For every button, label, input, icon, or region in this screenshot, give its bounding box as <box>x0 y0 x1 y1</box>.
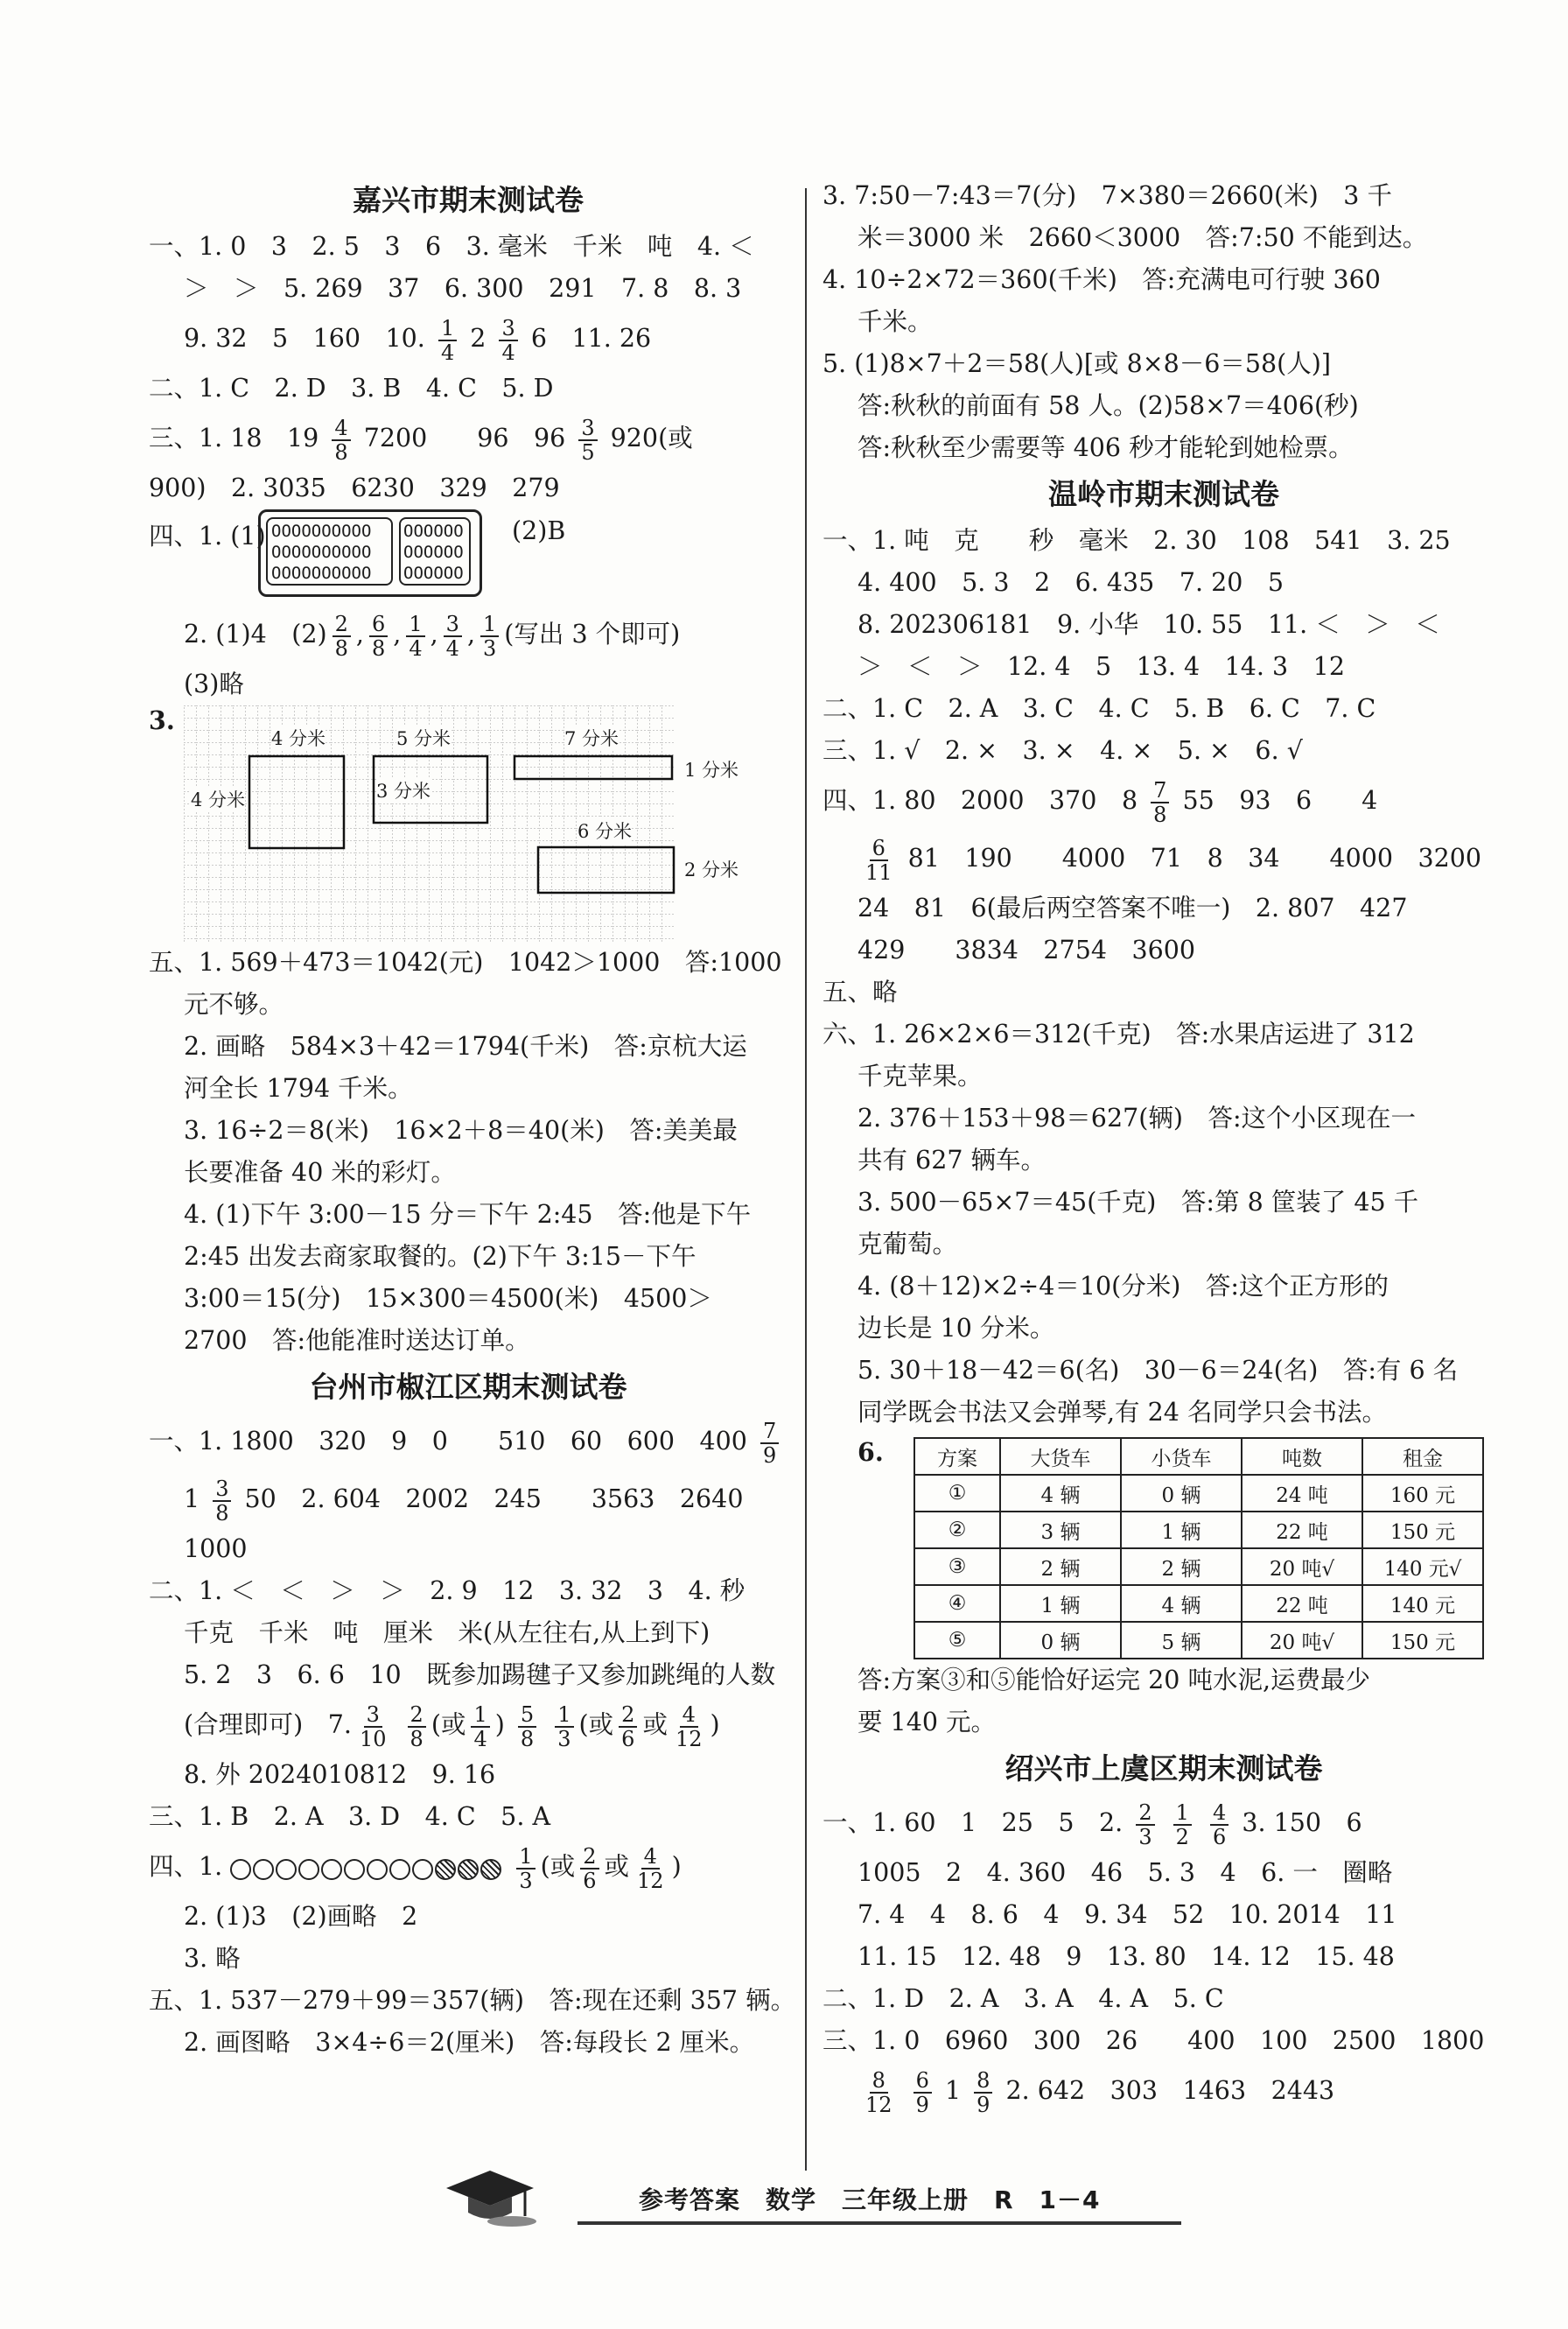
table-cell: ③ <box>914 1548 1000 1585</box>
tz-line: 2. 画图略 3×4÷6＝2(厘米) 答:每段长 2 厘米。 <box>184 2028 755 2057</box>
sx-line: $\frac{8}{12}$ $\frac{6}{9}$ 1 $\frac{8}{9}$ 2. 642 303 1463 2443 <box>865 2067 1335 2117</box>
table-cell: 22 吨 <box>1242 1585 1362 1622</box>
table-row <box>914 1622 1483 1659</box>
jx-line: 3:00＝15(分) 15×300＝4500(米) 4500＞ <box>184 1284 712 1313</box>
jx-line: 900) 2. 3035 6230 329 279 <box>149 474 560 502</box>
shaded-circle <box>458 1859 479 1880</box>
table-header: 方案 <box>914 1438 1000 1475</box>
jx-line: 一、1. 0 3 2. 5 3 6 3. 毫米 千米 吨 4. ＜ <box>149 232 754 261</box>
sx-line: 三、1. 0 6960 300 26 400 100 2500 1800 <box>822 2026 1485 2055</box>
wl-line: 边长是 10 分米。 <box>858 1314 1055 1343</box>
jx-line: 长要准备 40 米的彩灯。 <box>184 1158 456 1187</box>
shaded-circle <box>435 1859 456 1880</box>
fraction: $\frac{3}{5}$ <box>578 417 597 464</box>
table-cell: 0 辆 <box>1121 1475 1242 1512</box>
sx-line: 一、1. 60 1 25 5 2. $\frac{2}{3}$ $\frac{1}{2}$ $\frac{4}{6}$ 3. 150 6 <box>822 1799 1362 1849</box>
wl-line: 六、1. 26×2×6＝312(千克) 答:水果店运进了 312 <box>822 1020 1415 1049</box>
jx-line: 2. 画略 584×3＋42＝1794(千米) 答:京杭大运 <box>184 1032 747 1061</box>
footer-rule <box>578 2221 1181 2225</box>
tz-line: 5. 2 3 6. 6 10 既参加踢毽子又参加跳绳的人数 <box>184 1660 776 1689</box>
left-column <box>149 175 796 2064</box>
tz-line: 一、1. 1800 320 9 0 510 60 600 400 $\frac{7}{9}$ <box>149 1413 788 1470</box>
table-cell: ④ <box>914 1585 1000 1622</box>
table-header: 大货车 <box>1000 1438 1121 1475</box>
table-row <box>914 1475 1483 1512</box>
wl-line: 要 140 元。 <box>858 1708 997 1736</box>
sx-line: 11. 15 12. 48 9 13. 80 14. 12 15. 48 <box>858 1942 1395 1971</box>
wl-line: 4. (8＋12)×2÷4＝10(分米) 答:这个正方形的 <box>858 1272 1390 1301</box>
table-cell: 160 元 <box>1362 1475 1483 1512</box>
jx-line: 2700 答:他能准时送达订单。 <box>184 1326 530 1355</box>
table-cell: 140 元√ <box>1362 1548 1483 1585</box>
tz-line: 五、1. 537－279＋99＝357(辆) 答:现在还剩 357 辆。 <box>149 1986 796 2015</box>
table-cell: 0 辆 <box>1000 1622 1121 1659</box>
circle <box>412 1859 433 1880</box>
fraction: $\frac{4}{8}$ <box>332 417 350 464</box>
table-header: 小货车 <box>1121 1438 1242 1475</box>
table-cell: 140 元 <box>1362 1585 1483 1622</box>
sx-line: 7. 4 4 8. 6 4 9. 34 52 10. 2014 11 <box>858 1900 1397 1929</box>
bead-box: OOOOOOOOOO OOOOOOOOOO OOOOOOOOOO OOOOOO OOOOOO OOOOOO <box>258 509 482 597</box>
fraction: $\frac{3}{4}$ <box>499 317 517 364</box>
wl-line: 千克苹果。 <box>858 1062 983 1091</box>
tz-line: 8. 外 2024010812 9. 16 <box>184 1760 496 1789</box>
wl-line: 五、略 <box>822 978 898 1007</box>
tz-line: (合理即可) 7. $\frac{3}{10}$ $\frac{2}{8}$ (或 $\frac{1}{4}$ ) $\frac{5}{8}$ $\frac{1}{3}$ (或 $\frac{2}{6}$ 或 $\frac{4}{12}$ ) <box>184 1701 720 1751</box>
wl-line: 克葡萄。 <box>858 1230 958 1259</box>
table-cell: 2 辆 <box>1000 1548 1121 1585</box>
circle <box>276 1859 297 1880</box>
r-line: 3. 7:50－7:43＝7(分) 7×380＝2660(米) 3 千 <box>822 181 1392 210</box>
jx-line: 2:45 出发去商家取餐的。(2)下午 3:15－下午 <box>184 1242 696 1271</box>
wl-line: 5. 30＋18－42＝6(名) 30－6＝24(名) 答:有 6 名 <box>858 1356 1459 1385</box>
table-cell: 22 吨 <box>1242 1512 1362 1548</box>
circle <box>389 1859 410 1880</box>
wl-line: 二、1. C 2. A 3. C 4. C 5. B 6. C 7. C <box>822 694 1376 723</box>
table-cell: 24 吨 <box>1242 1475 1362 1512</box>
wl-line: 同学既会书法又会弹琴,有 24 名同学只会书法。 <box>858 1398 1387 1427</box>
plan-table-area: 6. 方案 大货车 小货车 吨数 租金 ① 4 辆 0 辆 24 吨 160 元 ② 3 辆 1 辆 22 吨 150 元 ③ 2 辆 2 辆 20 吨√ 140 元√ ④ 1 辆 4 辆 22 吨 140 元 ⑤ 0 辆 5 辆 20 吨√ 150 元 <box>822 1434 1505 1659</box>
tz-line: 四、1. $\frac{1}{3}$ (或 $\frac{2}{6}$ 或 $\frac{4}{12}$ ) <box>149 1838 788 1896</box>
right-column <box>822 175 1505 2120</box>
r-line: 5. (1)8×7＋2＝58(人)[或 8×8－6＝58(人)] <box>822 349 1331 378</box>
taizhou-title: 台州市椒江区期末测试卷 <box>309 1370 627 1404</box>
table-cell: 4 辆 <box>1121 1585 1242 1622</box>
wl-line: 3. 500－65×7＝45(千克) 答:第 8 筐装了 45 千 <box>858 1188 1419 1217</box>
jx-line: ＞ ＞ 5. 269 37 6. 300 291 7. 8 8. 3 <box>184 274 742 303</box>
table-row <box>914 1585 1483 1622</box>
shaoxing-title: 绍兴市上虞区期末测试卷 <box>1004 1751 1323 1785</box>
wl-line: 429 3834 2754 3600 <box>858 936 1195 965</box>
jx-line: 3. 16÷2＝8(米) 16×2＋8＝40(米) 答:美美最 <box>184 1116 738 1145</box>
jx-beads-line: 四、1. (1) OOOOOOOOOO OOOOOOOOOO OOOOOOOOOO OOOOOO OOOOOO OOOOOO (2)B <box>149 509 788 606</box>
graduation-cap-icon <box>438 2162 542 2232</box>
table-header: 租金 <box>1362 1438 1483 1475</box>
sx-line: 二、1. D 2. A 3. A 4. A 5. C <box>822 1984 1224 2013</box>
table-cell: 5 辆 <box>1121 1622 1242 1659</box>
wl-line: 8. 202306181 9. 小华 10. 55 11. ＜ ＞ ＜ <box>858 610 1440 639</box>
wl-line: 24 81 6(最后两空答案不唯一) 2. 807 427 <box>858 894 1408 922</box>
r-line: 4. 10÷2×72＝360(千米) 答:充满电可行驶 360 <box>822 265 1381 294</box>
circle <box>321 1859 342 1880</box>
jx-line: 五、1. 569＋473＝1042(元) 1042＞1000 答:1000 <box>149 948 782 977</box>
shaded-circle <box>480 1859 501 1880</box>
table-cell: ⑤ <box>914 1622 1000 1659</box>
circle <box>230 1859 251 1880</box>
circle <box>344 1859 365 1880</box>
table-row <box>914 1548 1483 1585</box>
table-row <box>914 1512 1483 1548</box>
column-divider <box>805 188 807 2171</box>
table-cell: 150 元 <box>1362 1512 1483 1548</box>
r-line: 千米。 <box>858 307 933 336</box>
plan-table <box>914 1437 1484 1659</box>
r-line: 答:秋秋至少需要等 406 秒才能轮到她检票。 <box>858 433 1354 462</box>
circle-row <box>230 1840 503 1898</box>
tz-line: 3. 略 <box>184 1944 241 1973</box>
table-cell: ① <box>914 1475 1000 1512</box>
tz-line: 1000 <box>184 1534 248 1563</box>
jx-line: (3)略 <box>184 670 244 698</box>
footer-text: 参考答案 数学 三年级上册 R 1－4 <box>639 2185 1101 2214</box>
r-line: 答:秋秋的前面有 58 人。(2)58×7＝406(秒) <box>858 391 1359 420</box>
table-header: 吨数 <box>1242 1438 1362 1475</box>
table-cell: 20 吨√ <box>1242 1548 1362 1585</box>
wl-line: $\frac{6}{11}$ 81 190 4000 71 8 34 4000 3200 <box>865 835 1482 885</box>
wl-line: 2. 376＋153＋98＝627(辆) 答:这个小区现在一 <box>858 1104 1417 1133</box>
tz-line: 三、1. B 2. A 3. D 4. C 5. A <box>149 1802 551 1831</box>
wl-line: 共有 627 辆车。 <box>858 1146 1046 1175</box>
tz-line: 二、1. ＜ ＜ ＞ ＞ 2. 9 12 3. 32 3 4. 秒 <box>149 1576 746 1605</box>
table-cell: 1 辆 <box>1121 1512 1242 1548</box>
circle <box>253 1859 274 1880</box>
table-cell: 4 辆 <box>1000 1475 1121 1512</box>
tz-line: 2. (1)3 (2)画略 2 <box>184 1902 418 1931</box>
jx-line: 河全长 1794 千米。 <box>184 1074 413 1103</box>
tz-line: 1 $\frac{3}{8}$ 50 2. 604 2002 245 3563 2640 <box>184 1476 744 1526</box>
table-cell: 1 辆 <box>1000 1585 1121 1622</box>
jx-line: 4. (1)下午 3:00－15 分＝下午 2:45 答:他是下午 <box>184 1200 752 1229</box>
wenling-title: 温岭市期末测试卷 <box>1048 477 1279 511</box>
fraction: $\frac{1}{4}$ <box>438 317 457 364</box>
circle <box>367 1859 388 1880</box>
table-cell: 20 吨√ <box>1242 1622 1362 1659</box>
circle <box>298 1859 319 1880</box>
jx-line: 三、1. 18 19 $\frac{4}{8}$ 7200 96 96 $\frac{3}{5}$ 920(或 <box>149 415 693 465</box>
wl-line: 四、1. 80 2000 370 8 $\frac{7}{8}$ 55 93 6 4 <box>822 777 1378 827</box>
wl-line: 一、1. 吨 克 秒 毫米 2. 30 108 541 3. 25 <box>822 526 1451 555</box>
rect-grid-area: 3. 4 分米 4 分米 5 分米 3 分米 7 分米 1 分米 6 分米 2 分米 <box>149 705 788 942</box>
wl-line: 答:方案③和⑤能恰好运完 20 吨水泥,运费最少 <box>858 1666 1371 1694</box>
jx-line: 元不够。 <box>184 990 284 1019</box>
jx-line: 二、1. C 2. D 3. B 4. C 5. D <box>149 374 554 403</box>
jx-line: 9. 32 5 160 10. $\frac{1}{4}$ 2 $\frac{3}{4}$ 6 11. 26 <box>184 315 652 365</box>
wl-line: ＞ ＜ ＞ 12. 4 5 13. 4 14. 3 12 <box>858 652 1345 681</box>
jx-line: 2. (1)4 (2) $\frac{2}{8}$ , $\frac{6}{8}$ , $\frac{1}{4}$ , $\frac{3}{4}$ , $\frac{1}{3}$ (写出 3 个即可) <box>184 611 681 661</box>
wl-line: 4. 400 5. 3 2 6. 435 7. 20 5 <box>858 568 1284 597</box>
wl-line: 三、1. √ 2. × 3. × 4. × 5. × 6. √ <box>822 736 1303 765</box>
footer <box>385 2162 1208 2241</box>
table-cell: ② <box>914 1512 1000 1548</box>
table-cell: 3 辆 <box>1000 1512 1121 1548</box>
r-line: 米＝3000 米 2660＜3000 答:7:50 不能到达。 <box>858 223 1428 252</box>
table-cell: 150 元 <box>1362 1622 1483 1659</box>
table-cell: 2 辆 <box>1121 1548 1242 1585</box>
sx-line: 1005 2 4. 360 46 5. 3 4 6. 一 圈略 <box>858 1858 1393 1887</box>
jiaxing-title: 嘉兴市期末测试卷 <box>353 183 584 217</box>
tz-line: 千克 千米 吨 厘米 米(从左往右,从上到下) <box>184 1618 710 1647</box>
